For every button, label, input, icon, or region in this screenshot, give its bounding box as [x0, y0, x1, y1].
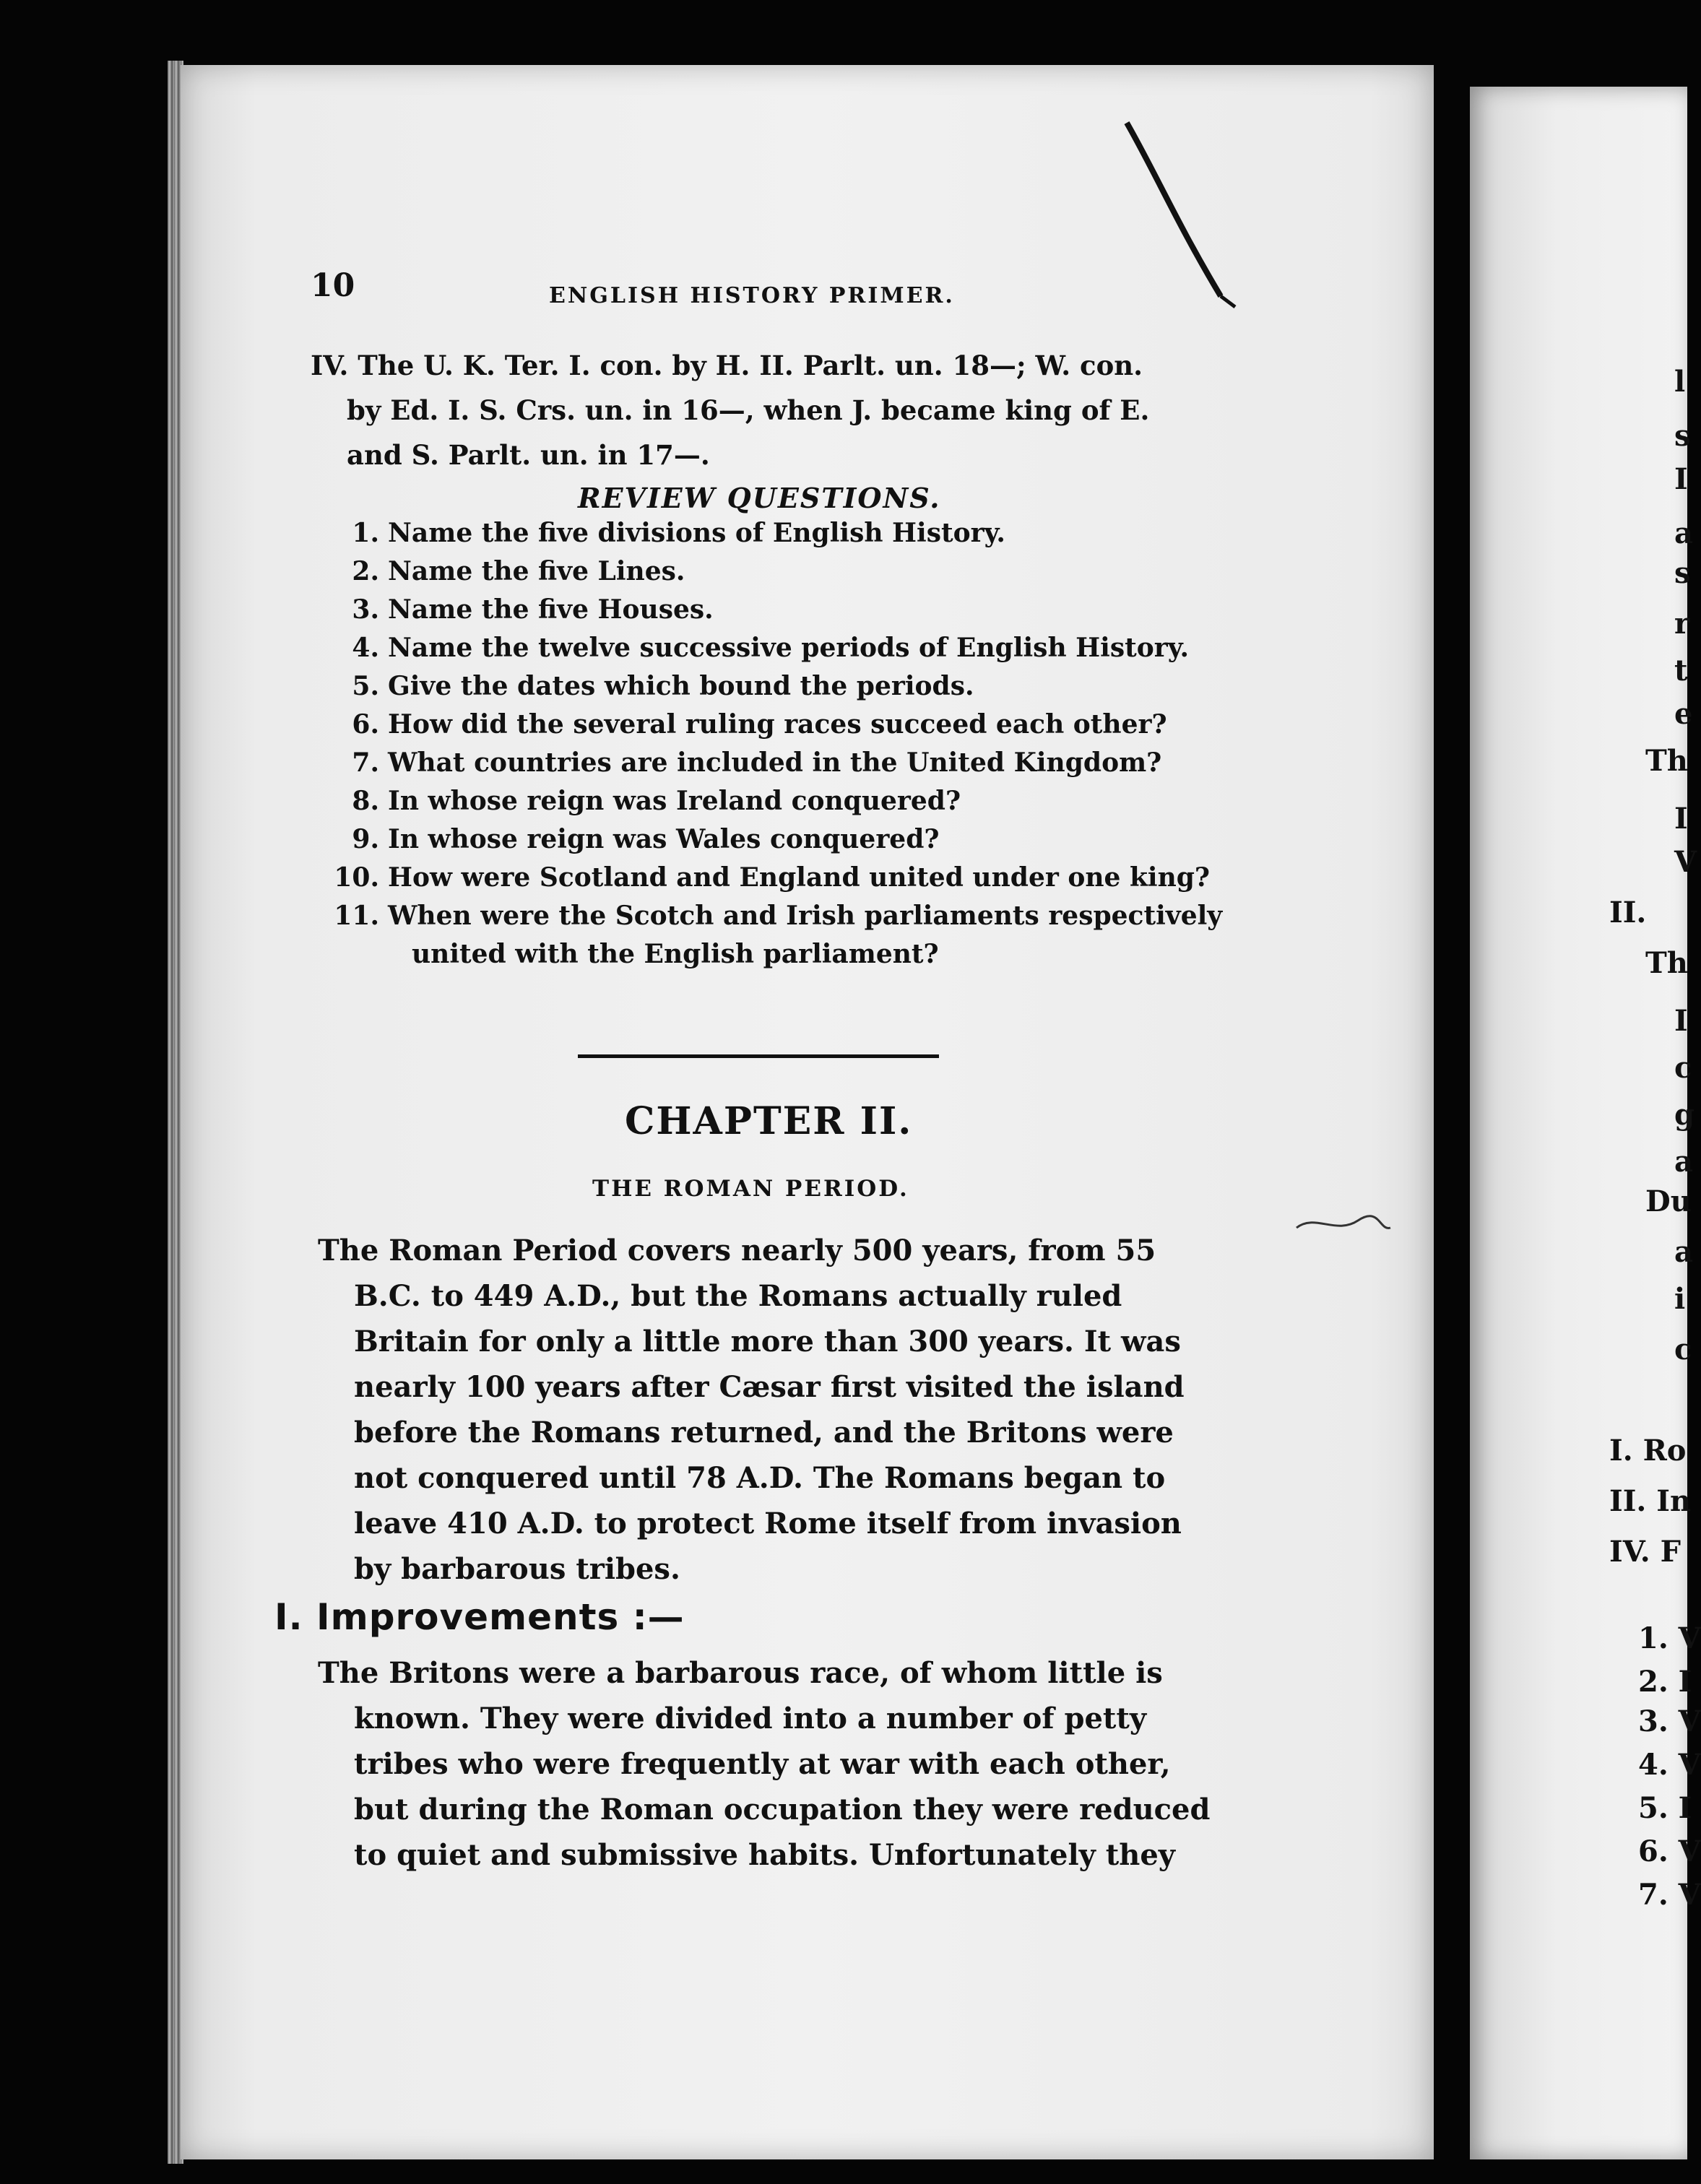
review-question [325, 706, 1264, 744]
right-page-fragment: Du [1645, 1184, 1692, 1218]
question-number: 1. [352, 518, 379, 548]
question-text: When were the Scotch and Irish parliaments respectively [388, 901, 1223, 931]
right-page-fragment: s [1674, 556, 1691, 590]
right-page-fragment: IV. F [1609, 1535, 1681, 1569]
question-text: Name the five divisions of English History. [388, 518, 1005, 548]
paragraph-line: before the Romans returned, and the Britons were [354, 1416, 1174, 1450]
right-page-fragment: 3. V [1638, 1704, 1701, 1738]
right-page-fragment: a [1674, 1145, 1693, 1179]
right-page-fragment: I [1674, 802, 1688, 836]
paragraph-line: by barbarous tribes. [354, 1552, 680, 1586]
paragraph-line: Britain for only a little more than 300 years. It was [354, 1325, 1181, 1358]
chapter-subtitle: THE ROMAN PERIOD. [592, 1176, 909, 1202]
question-text: How were Scotland and England united under one king? [388, 862, 1211, 893]
review-question [325, 667, 1264, 706]
right-page-fragment: a [1674, 1235, 1693, 1269]
scratch-mark [1293, 1206, 1394, 1249]
question-text: How did the several ruling races succeed each other? [388, 709, 1167, 740]
summary-line: IV. The U. K. Ter. I. con. by H. II. Parlt. un. 18—; W. con. [311, 350, 1143, 381]
question-number: 3. [352, 594, 379, 625]
question-number: 10. [334, 862, 379, 893]
review-question [325, 552, 1264, 591]
right-page-fragment: V [1674, 845, 1697, 879]
right-page-fragment: t [1674, 654, 1688, 688]
improvements-paragraph [318, 1650, 1250, 1878]
paragraph-line: not conquered until 78 A.D. The Romans began to [354, 1461, 1166, 1495]
paragraph-line: The Britons were a barbarous race, of whom little is [318, 1656, 1163, 1690]
right-page-fragment: g [1674, 1098, 1694, 1132]
question-text: In whose reign was Ireland conquered? [388, 786, 961, 816]
review-question-continuation: united with the English parliament? [412, 939, 939, 969]
summary-block [311, 343, 1264, 477]
right-page-fragment: 6. V [1638, 1834, 1701, 1868]
review-question-list [325, 514, 1264, 974]
review-question [325, 859, 1264, 897]
review-question [325, 514, 1264, 552]
paragraph-line: tribes who were frequently at war with each other, [354, 1747, 1171, 1781]
scratch-mark [1112, 108, 1257, 325]
right-page-fragment: r [1674, 607, 1690, 641]
section-divider-rule [578, 1054, 939, 1058]
question-text: Name the five Lines. [388, 556, 685, 586]
review-question [325, 820, 1264, 859]
question-text: Name the five Houses. [388, 594, 714, 625]
paragraph-line: The Roman Period covers nearly 500 years, from 55 [318, 1234, 1156, 1268]
question-number: 4. [352, 633, 379, 663]
right-page-fragment: s [1674, 419, 1691, 453]
question-number: 5. [352, 671, 379, 701]
right-page-fragment: II. [1609, 896, 1647, 930]
right-page-fragment: 2. I [1638, 1665, 1692, 1699]
paragraph-line: but during the Roman occupation they were reduced [354, 1793, 1211, 1826]
chapter-title: CHAPTER II. [625, 1099, 913, 1143]
page-number: 10 [311, 267, 355, 304]
question-text: What countries are included in the United Kingdom? [388, 748, 1162, 778]
paragraph-line: nearly 100 years after Cæsar first visited the island [354, 1370, 1185, 1404]
question-text: Give the dates which bound the periods. [388, 671, 974, 701]
question-text: In whose reign was Wales conquered? [388, 824, 940, 854]
right-page-fragment: 4. V [1638, 1748, 1701, 1782]
right-page-fragment: e [1674, 697, 1693, 731]
review-question [325, 897, 1264, 935]
question-text: Name the twelve successive periods of English History. [388, 633, 1190, 663]
question-number: 11. [334, 901, 379, 931]
section-heading: I. Improvements :— [274, 1596, 685, 1638]
paragraph-line: to quiet and submissive habits. Unfortunately they [354, 1838, 1176, 1872]
question-number: 2. [352, 556, 379, 586]
right-page-fragment: l [1674, 365, 1686, 399]
review-question [325, 591, 1264, 629]
question-number: 7. [352, 748, 379, 778]
intro-paragraph [318, 1228, 1250, 1592]
review-question [325, 629, 1264, 667]
running-head: ENGLISH HISTORY PRIMER. [549, 283, 955, 308]
review-questions-title: REVIEW QUESTIONS. [578, 482, 941, 514]
right-page-fragment: I. Ro [1609, 1434, 1687, 1468]
question-number: 9. [352, 824, 379, 854]
right-page-fragment: Th [1645, 744, 1688, 778]
question-number: 8. [352, 786, 379, 816]
paragraph-line: known. They were divided into a number of petty [354, 1702, 1147, 1736]
question-number: 6. [352, 709, 379, 740]
right-page-fragment: II. In [1609, 1484, 1692, 1518]
summary-line: and S. Parlt. un. in 17—. [347, 439, 710, 471]
review-question [325, 744, 1264, 782]
right-page-fragment: 5. I [1638, 1791, 1692, 1825]
right-page-fragment: 1. V [1638, 1621, 1701, 1655]
right-page-fragment: i [1674, 1282, 1686, 1316]
paragraph-line: leave 410 A.D. to protect Rome itself from invasion [354, 1507, 1182, 1540]
right-page-fragment: I [1674, 1004, 1688, 1038]
review-question [325, 782, 1264, 820]
right-page-fragment: I [1674, 462, 1688, 496]
right-page-fragment: c [1674, 1332, 1692, 1366]
right-page-fragment: 7. V [1638, 1878, 1701, 1912]
right-page-fragment: a [1674, 516, 1693, 550]
paragraph-line: B.C. to 449 A.D., but the Romans actually ruled [354, 1279, 1122, 1313]
right-page-fragment: c [1674, 1051, 1692, 1085]
right-page-fragment: Th [1645, 946, 1688, 980]
summary-line: by Ed. I. S. Crs. un. in 16—, when J. became king of E. [347, 394, 1150, 426]
